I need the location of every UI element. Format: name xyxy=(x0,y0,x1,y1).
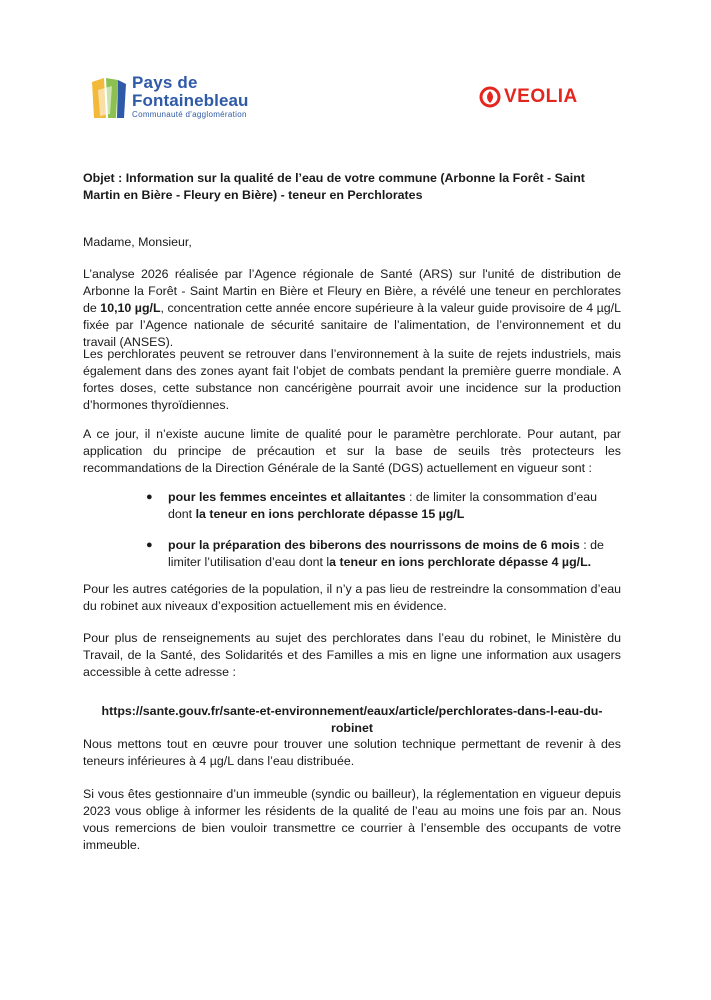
recommendations-list xyxy=(146,489,621,585)
paragraph-perchlorates-origin: Les perchlorates peuvent se retrouver dans l’environnement à la suite de rejets industriels, mais également dans des zones ayant fait l’objet de combats pendant la première guerre mondiale. A fortes doses, cette substance non cancérigène pourrait avoir une incidence sur la production d’hormones thyroïdiennes. xyxy=(83,347,621,412)
paragraph-analysis-part1: L’analyse 2026 réalisée par l’Agence régionale de Santé (ARS) sur l'unité de distribution de Arbonne la Forêt - Saint Martin en Bière et Fleury en Bière, a révélé une teneur en perchlorates de xyxy=(83,267,621,315)
logo-line-3: Communauté d'agglomération xyxy=(132,110,247,119)
perchlorate-level-value: 10,10 µg/L xyxy=(100,301,161,315)
bullet-icon: ● xyxy=(146,491,153,503)
letter-subject xyxy=(83,170,621,204)
subject-text: Information sur la qualité de l’eau de votre commune (Arbonne la Forêt - Saint Martin en Bière - Fleury en Bière) - teneur en Perchlorates xyxy=(83,171,585,202)
info-url-link[interactable]: https://sante.gouv.fr/sante-et-environnement/eaux/article/perchlorates-dans-l-eau-du-robinet xyxy=(101,704,603,735)
paragraph-building-managers: Si vous êtes gestionnaire d’un immeuble (syndic ou bailleur), la réglementation en vigueur depuis 2023 vous oblige à informer les résidents de la qualité de l’eau au moins une fois par an. Nous vous remercions de bien vouloir transmettre ce courrier à l’ensemble des occupants de votre immeuble. xyxy=(83,787,621,852)
logo-line-2: Fontainebleau xyxy=(132,91,249,110)
paragraph-solution: Nous mettons tout en œuvre pour trouver une solution technique permettant de revenir à des teneurs inférieures à 4 µg/L dans l’eau distribuée. xyxy=(83,737,621,768)
bullet-2-bold: pour la préparation des biberons des nourrissons de moins de 6 mois xyxy=(168,538,580,552)
paragraph-analysis xyxy=(83,266,621,351)
veolia-emblem-icon xyxy=(479,86,501,108)
pays-de-fontainebleau-wordmark xyxy=(132,74,249,120)
logo-line-1: Pays de xyxy=(132,73,198,92)
bullet-1-text: : de limiter la consommation d’eau dont xyxy=(168,490,598,521)
veolia-logo xyxy=(479,86,589,108)
pays-de-fontainebleau-logo xyxy=(90,74,270,124)
list-item xyxy=(146,489,621,523)
bullet-2-bold-2: a teneur en ions perchlorate dépasse 4 µg/L. xyxy=(329,555,592,569)
paragraph-recommendations: A ce jour, il n’existe aucune limite de qualité pour le paramètre perchlorate. Pour autant, par application du principe de précaution et sur la base de seuils très protecteurs les recommandations de la Direction Générale de la Santé (DGS) actuellement en vigueur sont : xyxy=(83,427,621,475)
bullet-icon: ● xyxy=(146,539,153,551)
subject-label: Objet : xyxy=(83,171,123,185)
veolia-wordmark: VEOLIA xyxy=(504,86,578,107)
pays-de-fontainebleau-emblem-icon xyxy=(90,76,128,120)
list-item xyxy=(146,537,621,571)
paragraph-other-populations: Pour les autres catégories de la population, il n’y a pas lieu de restreindre la consommation d’eau du robinet aux niveaux d’exposition actuellement mis en évidence. xyxy=(83,582,621,613)
paragraph-analysis-part2: , concentration cette année encore supérieure à la valeur guide provisoire de 4 µg/L fixée par l’Agence nationale de sécurité sanitaire de l’alimentation, de l’environnement et du travail (ANSES). xyxy=(83,301,621,349)
salutation: Madame, Monsieur, xyxy=(83,235,192,249)
paragraph-more-info: Pour plus de renseignements au sujet des perchlorates dans l’eau du robinet, le Ministère du Travail, de la Santé, des Solidarités et des Familles a mis en ligne une information aux usagers accessible à cette adresse : xyxy=(83,631,621,679)
bullet-1-bold: pour les femmes enceintes et allaitantes xyxy=(168,490,406,504)
bullet-1-bold-2: la teneur en ions perchlorate dépasse 15 µg/L xyxy=(195,507,465,521)
bullet-2-text: : de limiter l’utilisation d’eau dont l xyxy=(168,538,604,569)
